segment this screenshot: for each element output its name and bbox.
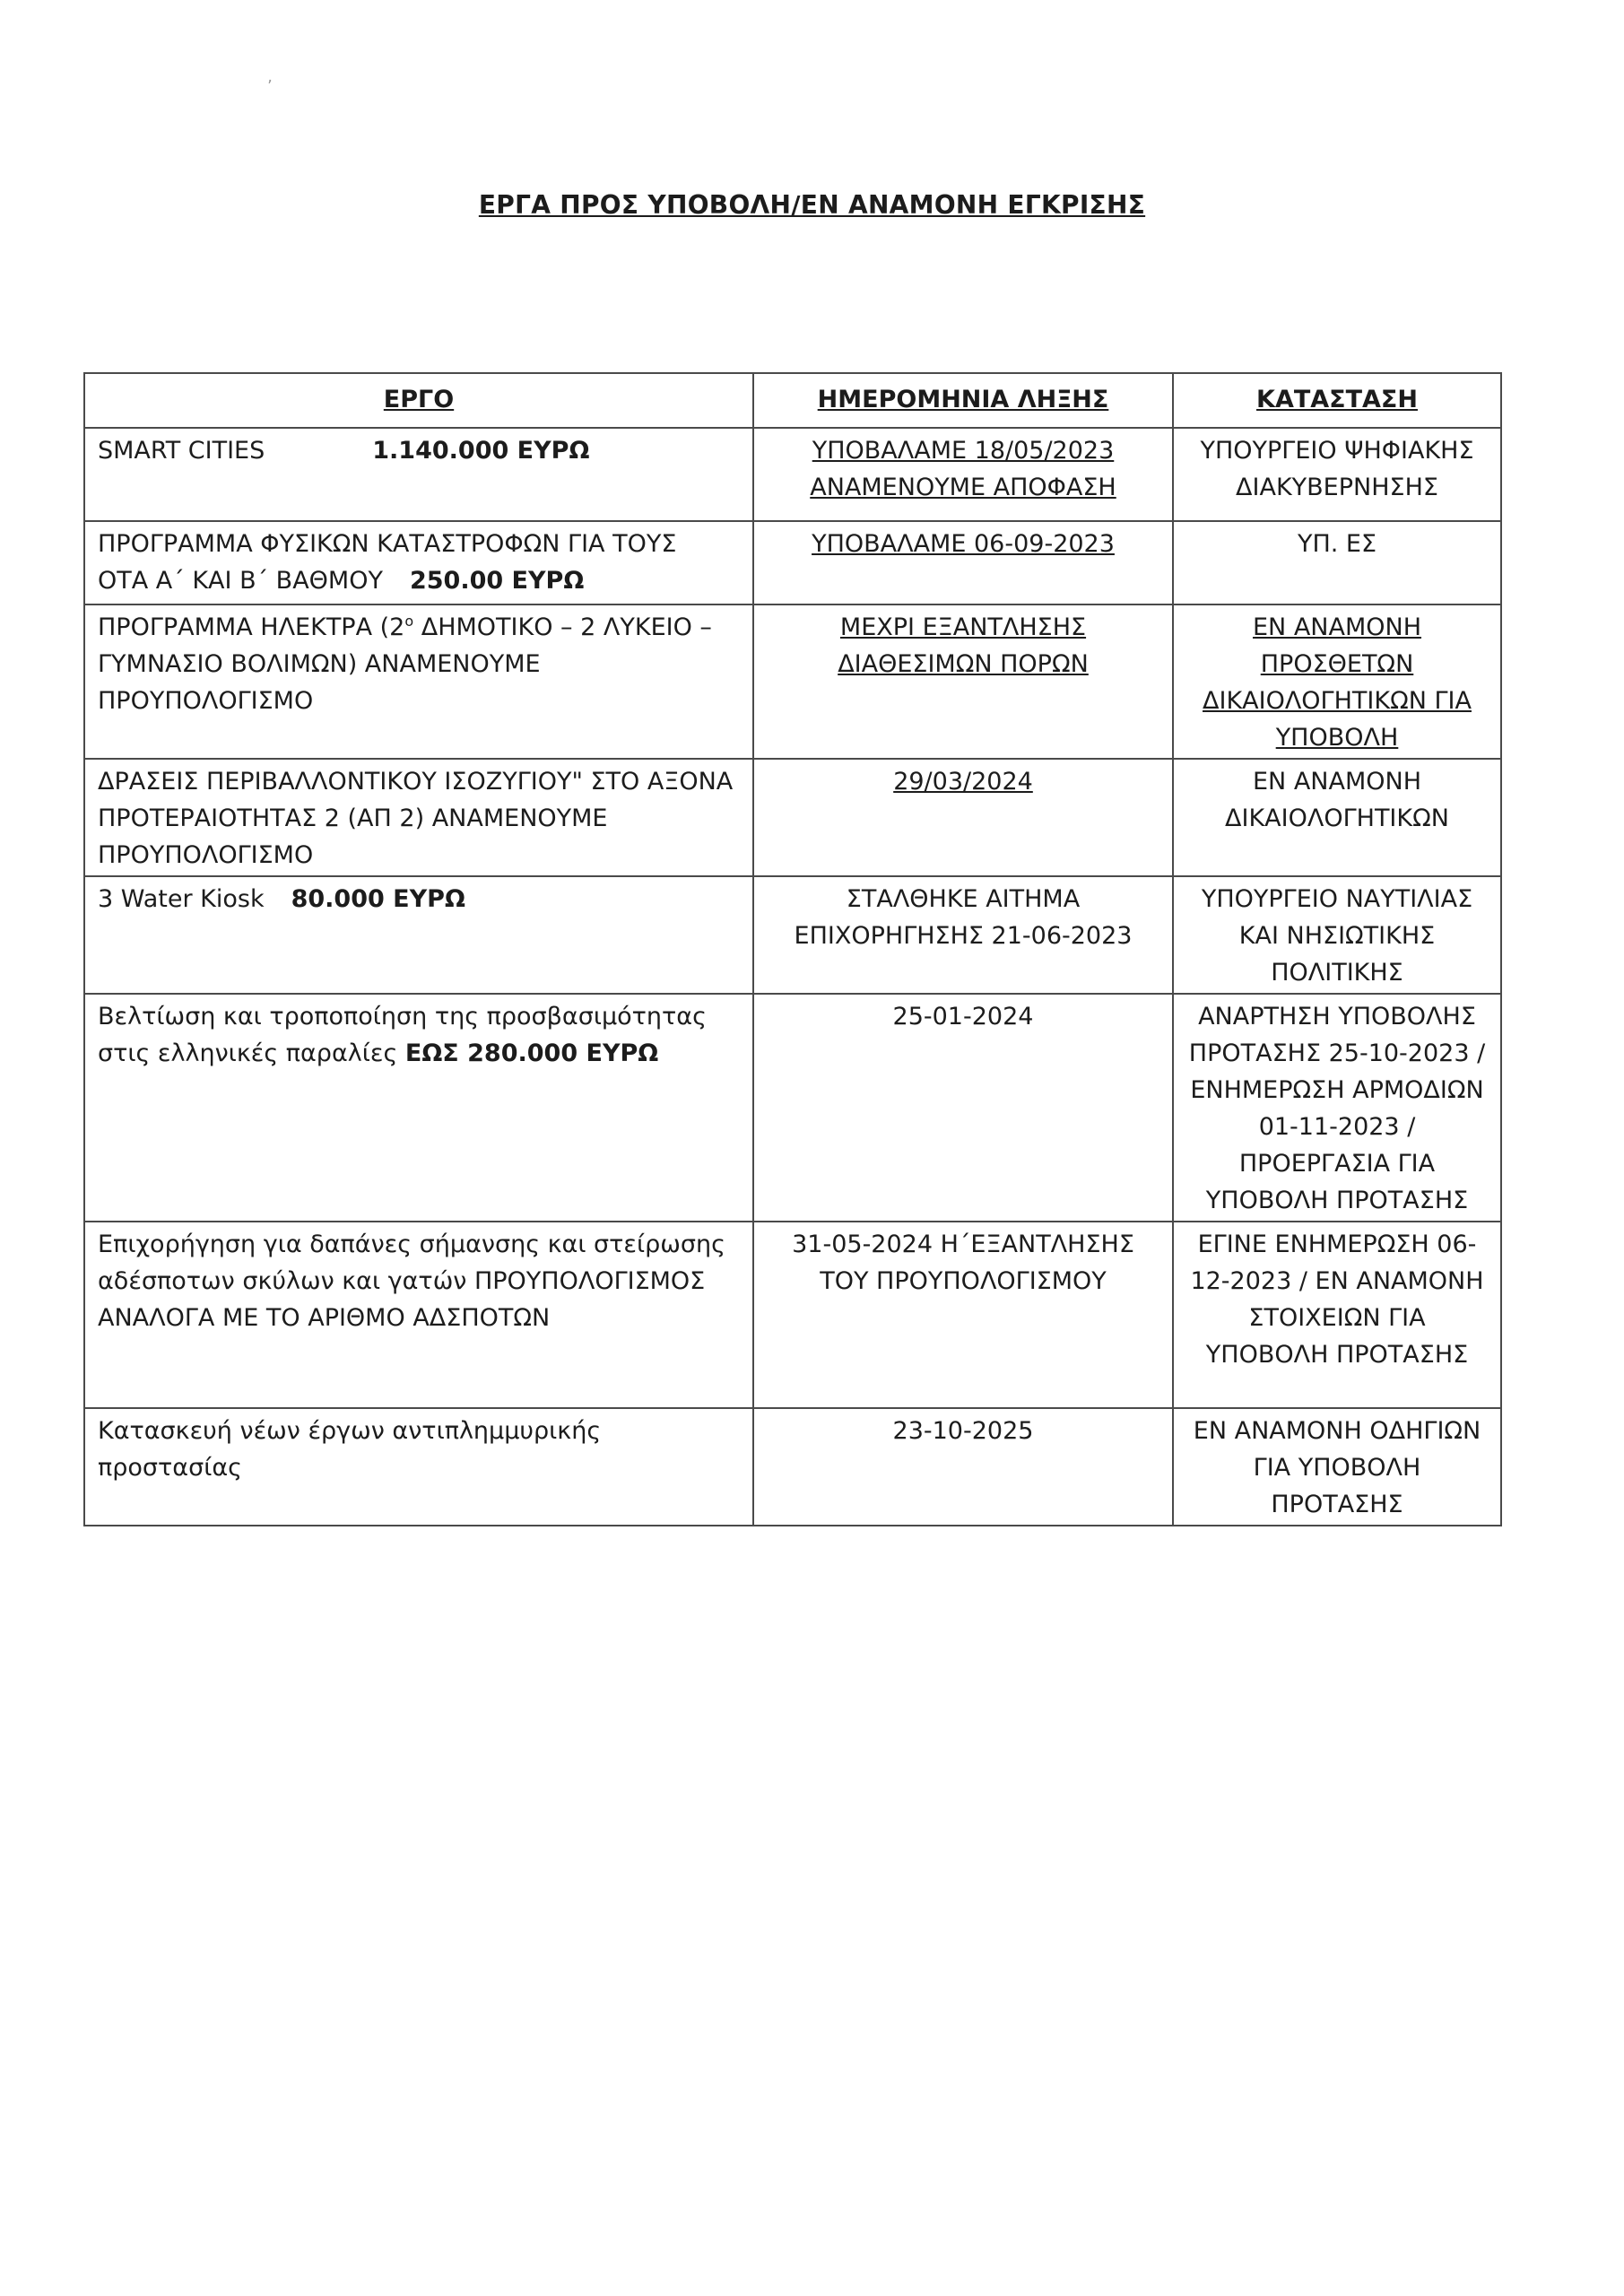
scan-speck: ʼ [267,77,273,96]
header-expiry-date: ΗΜΕΡΟΜΗΝΙΑ ΛΗΞΗΣ [753,373,1173,428]
table-row [84,759,1501,876]
expiry-date-cell: 23-10-2025 [753,1408,1173,1526]
work-cell: Επιχορήγηση για δαπάνες σήμανσης και στείρωσης αδέσποτων σκύλων και γατών ΠΡΟΥΠΟΛΟΓΙΣΜΟΣ ΑΝΑΛΟΓΑ ΜΕ ΤΟ ΑΡΙΘΜΟ ΑΔΣΠΟΤΩΝ [84,1222,753,1408]
header-status: ΚΑΤΑΣΤΑΣΗ [1173,373,1501,428]
work-cell: ΠΡΟΓΡΑΜΜΑ ΦΥΣΙΚΩΝ ΚΑΤΑΣΤΡΟΦΩΝ ΓΙΑ ΤΟΥΣ ΟΤΑ Α΄ ΚΑΙ Β΄ ΒΑΘΜΟΥ 250.00 ΕΥΡΩ [84,521,753,604]
work-cell: Κατασκευή νέων έργων αντιπλημμυρικής προστασίας [84,1408,753,1526]
expiry-date-cell: ΣΤΑΛΘΗΚΕ ΑΙΤΗΜΑ ΕΠΙΧΟΡΗΓΗΣΗΣ 21-06-2023 [753,876,1173,994]
work-cell: ΠΡΟΓΡΑΜΜΑ ΗΛΕΚΤΡΑ ($2^o$ ΔΗΜΟΤΙΚΟ – 2 ΛΥΚΕΙΟ – ΓΥΜΝΑΣΙΟ ΒΟΛΙΜΩΝ) ΑΝΑΜΕΝΟΥΜΕ ΠΡΟΥΠΟΛΟΓΙΣΜΟ [84,604,753,759]
work-cell: ΔΡΑΣΕΙΣ ΠΕΡΙΒΑΛΛΟΝΤΙΚΟΥ ΙΣΟΖΥΓΙΟΥ" ΣΤΟ ΑΞΟΝΑ ΠΡΟΤΕΡΑΙΟΤΗΤΑΣ 2 (ΑΠ 2) ΑΝΑΜΕΝΟΥΜΕ ΠΡΟΥΠΟΛΟΓΙΣΜΟ [84,759,753,876]
expiry-date-cell: ΥΠΟΒΑΛΑΜΕ 06-09-2023 [753,521,1173,604]
header-work: ΕΡΓΟ [84,373,753,428]
status-cell: ΥΠ. ΕΣ [1173,521,1501,604]
table-row [84,1408,1501,1526]
table-row [84,1222,1501,1408]
expiry-date-cell: 25-01-2024 [753,994,1173,1222]
status-cell: ΕΝ ΑΝΑΜΟΝΗ ΔΙΚΑΙΟΛΟΓΗΤΙΚΩΝ [1173,759,1501,876]
expiry-date-cell: 31-05-2024 Η΄ΕΞΑΝΤΛΗΣΗΣ ΤΟΥ ΠΡΟΥΠΟΛΟΓΙΣΜΟΥ [753,1222,1173,1408]
work-cell: 3 Water Kiosk 80.000 ΕΥΡΩ [84,876,753,994]
status-cell: ΕΝ ΑΝΑΜΟΝΗ ΟΔΗΓΙΩΝ ΓΙΑ ΥΠΟΒΟΛΗ ΠΡΟΤΑΣΗΣ [1173,1408,1501,1526]
table-row [84,876,1501,994]
status-cell: ΥΠΟΥΡΓΕΙΟ ΨΗΦΙΑΚΗΣ ΔΙΑΚΥΒΕΡΝΗΣΗΣ [1173,428,1501,521]
works-table [83,372,1502,1526]
table-row [84,604,1501,759]
table-row [84,994,1501,1222]
status-cell: ΕΝ ΑΝΑΜΟΝΗ ΠΡΟΣΘΕΤΩΝ ΔΙΚΑΙΟΛΟΓΗΤΙΚΩΝ ΓΙΑ ΥΠΟΒΟΛΗ [1173,604,1501,759]
status-cell: ΕΓΙΝΕ ΕΝΗΜΕΡΩΣΗ 06-12-2023 / ΕΝ ΑΝΑΜΟΝΗ ΣΤΟΙΧΕΙΩΝ ΓΙΑ ΥΠΟΒΟΛΗ ΠΡΟΤΑΣΗΣ [1173,1222,1501,1408]
table-row [84,521,1501,604]
expiry-date-cell: 29/03/2024 [753,759,1173,876]
expiry-date-cell: ΜΕΧΡΙ ΕΞΑΝΤΛΗΣΗΣ ΔΙΑΘΕΣΙΜΩΝ ΠΟΡΩΝ [753,604,1173,759]
table-row [84,428,1501,521]
work-cell: Βελτίωση και τροποποίηση της προσβασιμότητας στις ελληνικές παραλίες ΕΩΣ 280.000 ΕΥΡΩ [84,994,753,1222]
status-cell: ΥΠΟΥΡΓΕΙΟ ΝΑΥΤΙΛΙΑΣ ΚΑΙ ΝΗΣΙΩΤΙΚΗΣ ΠΟΛΙΤΙΚΗΣ [1173,876,1501,994]
expiry-date-cell: ΥΠΟΒΑΛΑΜΕ 18/05/2023 ΑΝΑΜΕΝΟΥΜΕ ΑΠΟΦΑΣΗ [753,428,1173,521]
work-cell: SMART CITIES 1.140.000 ΕΥΡΩ [84,428,753,521]
status-cell: ΑΝΑΡΤΗΣΗ ΥΠΟΒΟΛΗΣ ΠΡΟΤΑΣΗΣ 25-10-2023 / ΕΝΗΜΕΡΩΣΗ ΑΡΜΟΔΙΩΝ 01-11-2023 / ΠΡΟΕΡΓΑΣΙΑ ΓΙΑ ΥΠΟΒΟΛΗ ΠΡΟΤΑΣΗΣ [1173,994,1501,1222]
table-header-row [84,373,1501,428]
page-title: ΕΡΓΑ ΠΡΟΣ ΥΠΟΒΟΛΗ/ΕΝ ΑΝΑΜΟΝΗ ΕΓΚΡΙΣΗΣ [478,190,1146,220]
